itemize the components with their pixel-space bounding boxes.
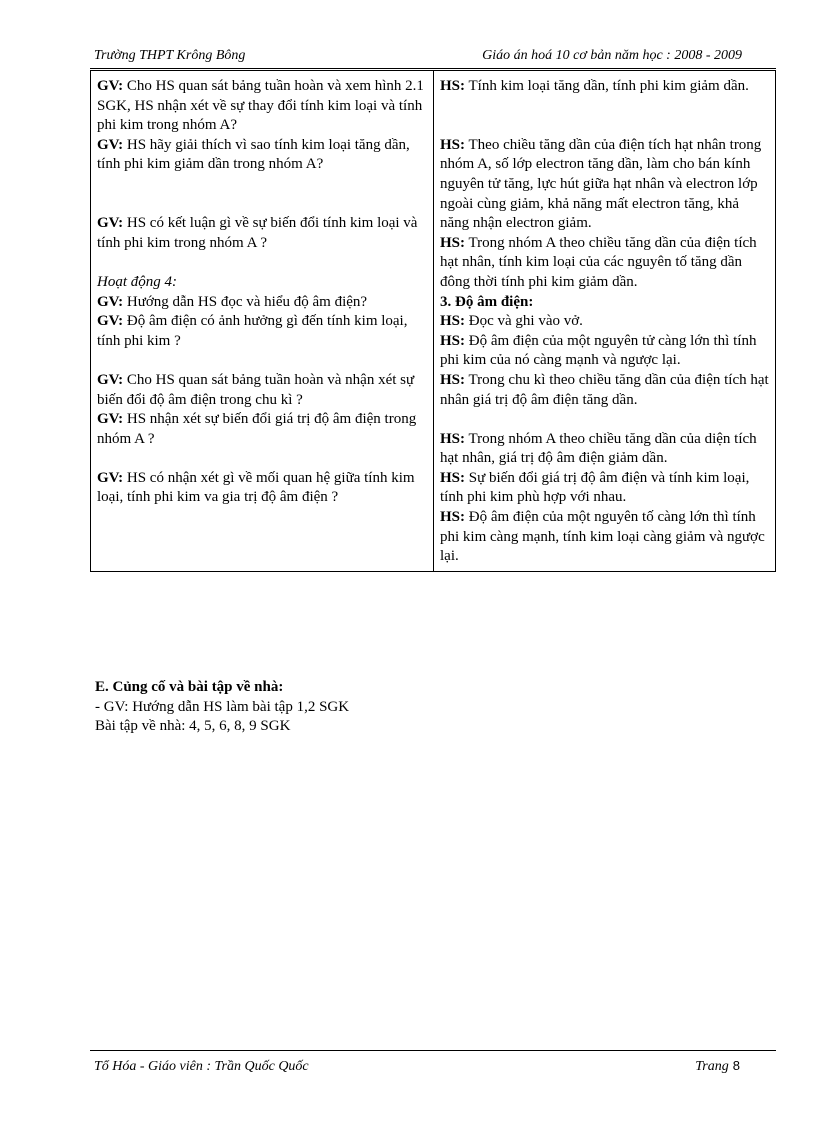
gv-question: GV: HS có nhận xét gì về mối quan hệ giữa tính kim loại, tính phi kim va gia trị độ âm điện ?	[97, 469, 415, 506]
teacher-column	[91, 71, 434, 572]
activity-heading: Hoạt động 4:	[97, 273, 177, 290]
section-e	[95, 678, 775, 737]
gv-question: GV: Cho HS quan sát bảng tuần hoàn và xem hình 2.1 SGK, HS nhận xét về sự thay đổi tính kim loại và tính phi kim trong nhóm A?	[97, 78, 424, 134]
table-row	[91, 71, 776, 572]
gv-question: GV: Cho HS quan sát bảng tuần hoàn và nhận xét sự biến đổi độ âm điện trong chu kì ?	[97, 371, 415, 408]
page-label: Trang	[695, 1059, 729, 1074]
page-header	[90, 44, 776, 69]
hs-answer: HS: Trong nhóm A theo chiều tăng dần của diện tích hạt nhân, giá trị độ âm điện giảm dần.	[440, 430, 757, 467]
lesson-plan-title: Giáo án hoá 10 cơ bản năm học : 2008 - 2009	[482, 48, 742, 63]
page-footer	[90, 1050, 776, 1081]
teacher-name: Tổ Hóa - Giáo viên : Trần Quốc Quốc	[94, 1059, 309, 1074]
gv-question: GV: HS nhận xét sự biến đổi giá trị độ âm điện trong nhóm A ?	[97, 411, 417, 447]
school-name: Trường THPT Krông Bông	[94, 48, 246, 63]
gv-question: GV: HS có kết luận gì về sự biến đổi tính kim loại và tính phi kim trong nhóm A ?	[97, 215, 418, 251]
lesson-table	[90, 70, 776, 572]
gv-question: GV: Độ âm điện có ảnh hưởng gì đến tính kim loại, tính phi kim ?	[97, 313, 408, 349]
hs-answer: HS: Sự biến đổi giá trị độ âm điện và tính kim loại, tính phi kim phù hợp với nhau.	[440, 469, 750, 506]
page-number: 8	[732, 1058, 740, 1073]
hs-answer: HS: Theo chiều tăng dần của điện tích hạt nhân trong nhóm A, số lớp electron tăng dần, làm cho bán kính nguyên tử tăng, lực hút giữa hạt nhân và electron lớp ngoài cùng giảm, khả năng mất electron tăng, khả năng nhận electron giảm.	[440, 136, 762, 232]
hs-answer: HS: Độ âm điện của một nguyên tố càng lớn thì tính phi kim càng mạnh, tính kim loại càng giảm và ngược lại.	[440, 509, 765, 565]
hs-answer: HS: Tính kim loại tăng dần, tính phi kim giảm dần.	[440, 78, 749, 94]
gv-question: GV: Hướng dẫn HS đọc và hiểu độ âm điện?	[97, 293, 368, 310]
section-e-line: - GV: Hướng dẫn HS làm bài tập 1,2 SGK	[95, 698, 350, 715]
student-column	[434, 71, 776, 572]
hs-answer: HS: Trong nhóm A theo chiều tăng dần của điện tích hạt nhân, tính kim loại của các nguyên tố tăng dần đông thời tính phi kim giảm dần.	[440, 234, 757, 290]
page-indicator	[695, 1058, 740, 1075]
section-e-title: E. Củng cố và bài tập về nhà:	[95, 679, 284, 695]
hs-answer: HS: Đọc và ghi vào vở.	[440, 313, 583, 330]
gv-question: GV: HS hãy giải thích vì sao tính kim loại tăng dần, tính phi kim giảm dần trong nhóm A?	[97, 136, 410, 173]
hs-answer: HS: Độ âm điện của một nguyên tử càng lớn thì tính phi kim của nó càng mạnh và ngược lại.	[440, 332, 757, 369]
hs-answer: HS: Trong chu kì theo chiều tăng dần của điện tích hạt nhân giá trị độ âm điện tăng dần.	[440, 371, 769, 408]
section-heading: 3. Độ âm điện:	[440, 293, 534, 310]
section-e-line: Bài tập về nhà: 4, 5, 6, 8, 9 SGK	[95, 718, 291, 735]
